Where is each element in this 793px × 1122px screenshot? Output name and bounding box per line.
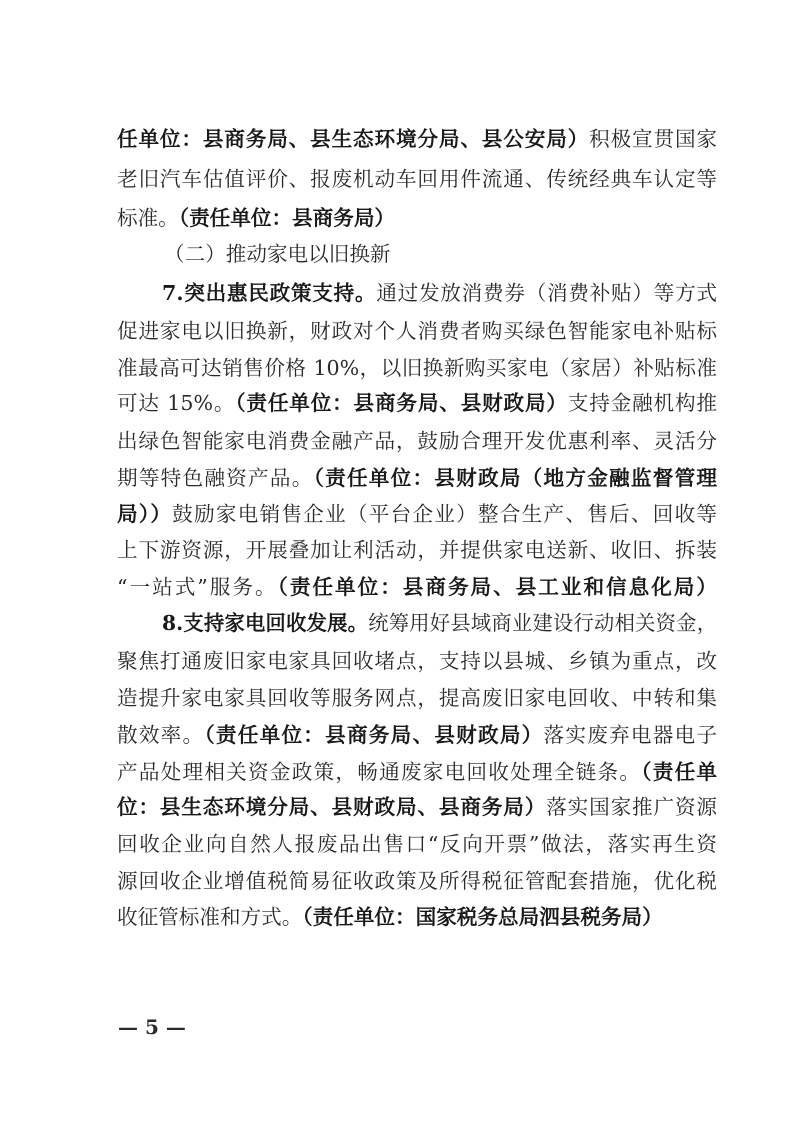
responsibility-unit: 位：县生态环境分局、县财政局、县商务局） [117,795,547,819]
body-text: 落实废弃电器电子 [543,723,717,747]
text-line [117,754,717,790]
body-text: 出绿色智能家电消费金融产品，鼓励合理开发优惠利率、灵活分 [117,429,717,453]
item-heading: 7.突出惠民政策支持。 [162,281,377,305]
text-line [117,826,717,862]
responsibility-unit: （责任单 [641,760,717,784]
body-text: 支持金融机构推 [567,391,717,415]
text-line [117,643,717,679]
body-text: 准最高可达销售价格 10%，以旧换新购买家电（家居）补贴标准 [117,356,717,380]
body-text: 聚焦打通废旧家电家具回收堵点，支持以县城、乡镇为重点，改 [117,649,717,673]
text-line [117,496,717,532]
body-text: 回收企业向自然人报废品出售口“反向开票”做法，落实再生资 [117,832,717,856]
body-text: 散效率。 [117,723,205,747]
text-line [117,717,717,753]
body-text: 通过发放消费券（消费补贴）等方式 [376,281,717,305]
text-line [117,200,717,236]
body-text: 老旧汽车估值评价、报废机动车回用件流通、传统经典车认定等 [117,167,717,191]
responsibility-unit: （责任单位：县商务局、县财政局） [235,391,568,415]
section-heading-text: （二）推动家电以旧换新 [164,242,391,266]
responsibility-unit: 局）） [117,502,173,526]
text-line [117,161,717,197]
text-line [117,532,717,568]
body-text: 鼓励家电销售企业（平台企业）整合生产、售后、回收等 [172,502,717,526]
body-text: 造提升家电家具回收等服务网点，提高废旧家电回收、中转和集 [117,686,717,710]
responsibility-unit: （责任单位：县商务局、县工业和信息化局） [277,575,717,599]
body-text: 落实国家推广资源 [546,795,717,819]
page-number: — 5 — [118,1015,186,1039]
text-line [117,789,717,825]
body-text: 产品处理相关资金政策，畅通废家电回收处理全链条。 [117,760,642,784]
responsibility-unit: （责任单位：县商务局、县财政局） [204,723,544,747]
text-line [117,385,717,421]
body-text: 可达 15%。 [117,391,236,415]
text-line [162,275,717,311]
body-text: “一站式”服务。 [117,575,278,599]
text-line [117,460,717,496]
body-text: 积极宣贯国家 [589,127,717,151]
responsibility-unit: 任单位：县商务局、县生态环境分局、县公安局） [117,127,590,151]
responsibility-unit: （责任单位：县财政局（地方金融监督管理 [313,466,717,490]
text-line [162,605,717,641]
text-line [117,863,717,899]
text-line [117,350,717,386]
body-text: 统筹用好县域商业建设行动相关资金， [368,611,717,635]
responsibility-unit: （责任单位：县商务局） [178,206,396,230]
body-text: 收征管标准和方式。 [117,905,303,929]
text-line [117,899,717,935]
body-text: 标准。 [117,206,179,230]
text-line [117,423,717,459]
body-text: 期等特色融资产品。 [117,466,314,490]
text-line [117,680,717,716]
item-heading: 8.支持家电回收发展。 [162,611,369,635]
section-heading [164,236,464,272]
body-text: 源回收企业增值税简易征收政策及所得税征管配套措施，优化税 [117,869,717,893]
text-line [117,313,717,349]
responsibility-unit: （责任单位：国家税务总局泗县税务局） [302,905,663,929]
body-text: 促进家电以旧换新，财政对个人消费者购买绿色智能家电补贴标 [117,319,717,343]
text-line [117,121,717,157]
body-text: 上下游资源，开展叠加让利活动，并提供家电送新、收旧、拆装 [117,538,717,562]
text-line [117,569,717,605]
